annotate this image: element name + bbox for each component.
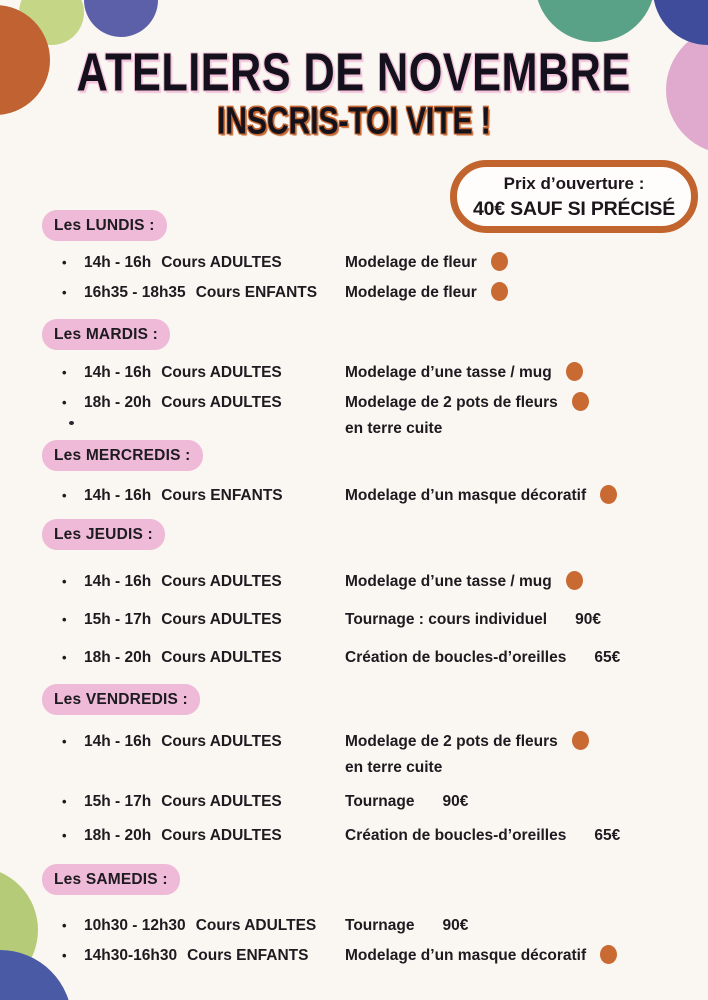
row-time: 14h - 16h bbox=[84, 733, 152, 750]
row-description-column bbox=[345, 252, 702, 274]
row-time: 14h - 16h bbox=[84, 364, 152, 381]
row-description: Modelage de fleur bbox=[345, 254, 477, 271]
schedule-row bbox=[42, 485, 702, 507]
weekly-schedule bbox=[42, 210, 702, 967]
schedule-row bbox=[42, 945, 702, 967]
row-price: 90€ bbox=[442, 917, 469, 934]
decor-circle-top-right-indigo-icon bbox=[653, 0, 708, 45]
bullet-icon: • bbox=[62, 395, 67, 410]
row-time-course bbox=[62, 945, 345, 967]
row-price: 90€ bbox=[442, 793, 469, 810]
poster-subtitle: INSCRIS-TOI VITE ! bbox=[217, 99, 491, 143]
row-description: Tournage bbox=[345, 793, 415, 810]
bullet-icon: • bbox=[62, 365, 67, 380]
row-description-column bbox=[345, 915, 702, 937]
row-description: Création de boucles-d’oreilles bbox=[345, 827, 567, 844]
schedule-row bbox=[42, 252, 702, 274]
row-description-column bbox=[345, 485, 702, 507]
row-description: Modelage de 2 pots de fleurs bbox=[345, 733, 558, 750]
row-time: 14h - 16h bbox=[84, 573, 152, 590]
row-description: Tournage bbox=[345, 917, 415, 934]
row-description: Modelage d’une tasse / mug bbox=[345, 364, 552, 381]
row-description: Modelage d’un masque décoratif bbox=[345, 487, 587, 504]
day-rows bbox=[42, 915, 702, 967]
row-course: Cours ADULTES bbox=[161, 793, 282, 810]
day-section bbox=[42, 864, 702, 967]
poster-header bbox=[0, 41, 708, 144]
row-course: Cours ENFANTS bbox=[161, 487, 283, 504]
row-time-course bbox=[62, 282, 345, 304]
decor-circle-top-left-purple-icon bbox=[84, 0, 158, 37]
row-time-course bbox=[62, 609, 345, 631]
row-description-column bbox=[345, 362, 702, 384]
price-badge-label: Prix d’ouverture : bbox=[503, 174, 645, 193]
row-description-column bbox=[345, 609, 702, 631]
schedule-row bbox=[42, 731, 702, 779]
row-time: 18h - 20h bbox=[84, 827, 152, 844]
row-description: Tournage : cours individuel bbox=[345, 611, 548, 628]
row-time: 14h - 16h bbox=[84, 254, 152, 271]
bullet-icon: • bbox=[62, 828, 67, 843]
day-section bbox=[42, 210, 702, 304]
row-description-column bbox=[345, 282, 702, 304]
day-rows bbox=[42, 731, 702, 847]
row-course: Cours ADULTES bbox=[161, 254, 282, 271]
row-time-course bbox=[62, 571, 345, 593]
bullet-icon: • bbox=[62, 285, 67, 300]
row-description-column bbox=[345, 647, 702, 669]
day-rows bbox=[42, 485, 702, 507]
day-section bbox=[42, 440, 702, 507]
row-price: 65€ bbox=[594, 649, 621, 666]
day-label: Les LUNDIS : bbox=[42, 210, 167, 241]
row-description-column bbox=[345, 571, 702, 593]
row-time: 14h - 16h bbox=[84, 487, 152, 504]
orange-dot-marker-icon bbox=[572, 731, 589, 750]
schedule-row bbox=[42, 282, 702, 304]
row-description: Modelage de 2 pots de fleurs bbox=[345, 394, 558, 411]
day-label: Les JEUDIS : bbox=[42, 519, 165, 550]
bullet-icon: • bbox=[62, 488, 67, 503]
row-price: 65€ bbox=[594, 827, 621, 844]
day-rows bbox=[42, 252, 702, 304]
orange-dot-marker-icon bbox=[566, 571, 583, 590]
row-time-course bbox=[62, 731, 345, 753]
orange-dot-marker-icon bbox=[566, 362, 583, 381]
orange-dot-marker-icon bbox=[491, 282, 508, 301]
day-rows bbox=[42, 571, 702, 669]
row-time: 15h - 17h bbox=[84, 793, 152, 810]
row-time: 18h - 20h bbox=[84, 394, 152, 411]
decor-circle-top-right-teal-icon bbox=[535, 0, 655, 42]
row-course: Cours ENFANTS bbox=[187, 947, 309, 964]
orange-dot-marker-icon bbox=[600, 485, 617, 504]
bullet-icon: • bbox=[62, 650, 67, 665]
schedule-row bbox=[42, 609, 702, 631]
row-time-course bbox=[62, 252, 345, 274]
schedule-row bbox=[42, 571, 702, 593]
row-course: Cours ADULTES bbox=[161, 827, 282, 844]
row-time-course bbox=[62, 485, 345, 507]
row-course: Cours ADULTES bbox=[161, 611, 282, 628]
bullet-icon: • bbox=[62, 612, 67, 627]
schedule-row bbox=[42, 825, 702, 847]
row-time: 14h30-16h30 bbox=[84, 947, 178, 964]
day-rows bbox=[42, 362, 702, 440]
bullet-icon: • bbox=[62, 255, 67, 270]
row-description-column bbox=[345, 825, 702, 847]
row-description: Modelage d’une tasse / mug bbox=[345, 573, 552, 590]
row-time-course bbox=[62, 825, 345, 847]
row-description-column bbox=[345, 791, 702, 813]
orange-dot-marker-icon bbox=[491, 252, 508, 271]
bullet-icon: • bbox=[62, 948, 67, 963]
row-course: Cours ADULTES bbox=[195, 917, 317, 934]
day-section bbox=[42, 319, 702, 440]
row-course: Cours ADULTES bbox=[161, 649, 282, 666]
schedule-row bbox=[42, 915, 702, 937]
row-description-line2: en terre cuite bbox=[345, 420, 443, 437]
orange-dot-marker-icon bbox=[572, 392, 589, 411]
row-description-line2: en terre cuite bbox=[345, 759, 443, 776]
day-section bbox=[42, 684, 702, 847]
schedule-row bbox=[42, 791, 702, 813]
bullet-icon: • bbox=[62, 574, 67, 589]
price-badge-value: 40€ SAUF SI PRÉCISÉ bbox=[472, 198, 676, 220]
row-description: Création de boucles-d’oreilles bbox=[345, 649, 567, 666]
row-description: Modelage de fleur bbox=[345, 284, 477, 301]
row-course: Cours ADULTES bbox=[161, 573, 282, 590]
row-description: Modelage d’un masque décoratif bbox=[345, 947, 587, 964]
day-label: Les VENDREDIS : bbox=[42, 684, 200, 715]
orange-dot-marker-icon bbox=[600, 945, 617, 964]
row-time: 16h35 - 18h35 bbox=[84, 284, 186, 301]
row-time: 15h - 17h bbox=[84, 611, 152, 628]
row-description-column bbox=[345, 731, 702, 779]
day-section bbox=[42, 519, 702, 669]
row-course: Cours ADULTES bbox=[161, 733, 282, 750]
row-time-course bbox=[62, 791, 345, 813]
row-price: 90€ bbox=[575, 611, 601, 628]
row-time: 10h30 - 12h30 bbox=[84, 917, 186, 934]
schedule-row bbox=[42, 647, 702, 669]
row-description-column bbox=[345, 392, 702, 440]
day-label: Les MARDIS : bbox=[42, 319, 170, 350]
row-time: 18h - 20h bbox=[84, 649, 152, 666]
bullet-icon: • bbox=[62, 918, 67, 933]
row-time-course bbox=[62, 392, 345, 414]
row-time-course bbox=[62, 915, 345, 937]
bullet-icon: • bbox=[62, 794, 67, 809]
poster-title: ATELIERS DE NOVEMBRE bbox=[77, 41, 631, 103]
row-description-column bbox=[345, 945, 702, 967]
row-time-course bbox=[62, 362, 345, 384]
day-label: Les MERCREDIS : bbox=[42, 440, 203, 471]
row-course: Cours ENFANTS bbox=[195, 284, 318, 301]
row-course: Cours ADULTES bbox=[161, 364, 282, 381]
row-course: Cours ADULTES bbox=[161, 394, 282, 411]
row-time-course bbox=[62, 647, 345, 669]
schedule-row bbox=[42, 362, 702, 384]
bullet-icon: • bbox=[62, 734, 67, 749]
day-label: Les SAMEDIS : bbox=[42, 864, 180, 895]
schedule-row bbox=[42, 392, 702, 440]
